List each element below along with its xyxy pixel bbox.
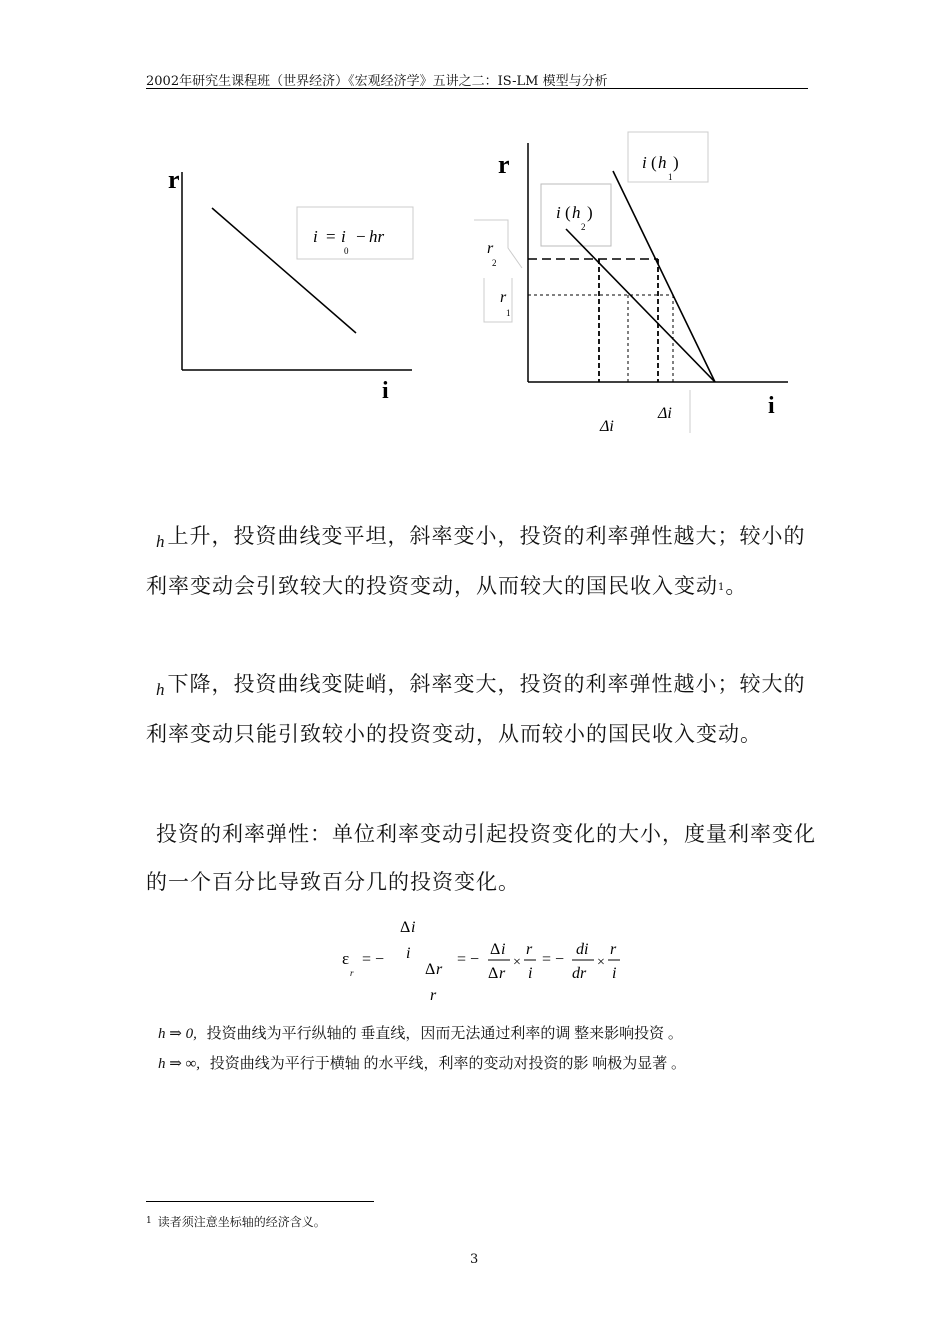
svg-text:i: i [341, 227, 346, 246]
svg-text:r: r [610, 941, 617, 958]
equation [313, 227, 385, 256]
r2-label [487, 240, 497, 268]
svg-text:i: i [406, 945, 411, 962]
footnote [146, 1213, 326, 1230]
svg-text:−: − [356, 227, 366, 246]
svg-text:di: di [576, 941, 589, 958]
svg-text:r: r [500, 289, 507, 306]
svg-text:0: 0 [344, 246, 349, 256]
svg-text:1: 1 [668, 172, 673, 182]
period: 。 [725, 574, 748, 598]
elasticity-formula [330, 910, 650, 1010]
svg-text:(: ( [651, 153, 657, 172]
note-text: 投资曲线为平行纵轴的 垂直线，因而无法通过利率的调 整来影响投资 。 [206, 1026, 683, 1042]
footnote-marker: 1 [146, 1216, 152, 1226]
y-axis-label: r [168, 165, 180, 194]
svg-text:= −: = − [362, 951, 385, 968]
svg-text:×: × [597, 955, 605, 970]
x-axis-label: i [382, 378, 389, 404]
svg-text:r: r [487, 240, 494, 257]
svg-text:i: i [556, 203, 561, 222]
paragraph-h-increase [146, 512, 816, 612]
svg-text:hr: hr [369, 227, 385, 246]
svg-text:(: ( [565, 203, 571, 222]
svg-text:r: r [526, 941, 533, 958]
header-rule [146, 88, 808, 89]
r2-label-box [474, 220, 522, 268]
paragraph-h-decrease [146, 660, 816, 758]
svg-text:i: i [313, 227, 318, 246]
curve-h2 [566, 229, 715, 382]
svg-text:h: h [658, 153, 667, 172]
svg-text:h: h [572, 203, 581, 222]
svg-text:= −: = − [542, 951, 565, 968]
r1-label [500, 289, 511, 318]
svg-text:2: 2 [581, 222, 586, 232]
svg-text:i: i [642, 153, 647, 172]
curve1-label [642, 153, 679, 182]
svg-text:r: r [436, 961, 443, 978]
svg-text:): ) [673, 153, 679, 172]
paragraph-elasticity-definition: 投资的利率弹性：单位利率变动引起投资变化的大小，度量利率变化的一个百分比导致百分几的投资变化。 [146, 822, 816, 894]
delta-i-right: Δi [658, 405, 672, 422]
svg-text:Δ: Δ [425, 961, 436, 978]
svg-text:i: i [612, 965, 617, 982]
svg-text:i: i [411, 919, 416, 936]
svg-text:×: × [513, 955, 521, 970]
note-var: h ⇒ ∞, [158, 1056, 201, 1072]
note-h-infinity [158, 1052, 686, 1073]
elasticity-comparison-figure [470, 128, 800, 440]
svg-text:1: 1 [506, 308, 511, 318]
svg-text:r: r [499, 965, 506, 982]
page-header: 2002年研究生课程班（世界经济）《宏观经济学》五讲之二：IS-LM 模型与分析 [146, 74, 608, 89]
var-h: h [156, 680, 166, 699]
svg-text:Δ: Δ [490, 941, 501, 958]
footnote-text: 读者须注意坐标轴的经济含义。 [157, 1215, 326, 1229]
svg-text:): ) [587, 203, 593, 222]
formula-lhs: ε [342, 949, 350, 968]
formula-lhs-sub: r [350, 968, 354, 978]
delta-i-left: Δi [600, 418, 614, 435]
paragraph-text: 上升，投资曲线变平坦，斜率变小，投资的利率弹性越大；较小的利率变动会引致较大的投资变动，从而较大的国民收入变动 [146, 524, 806, 598]
svg-text:=: = [326, 227, 336, 246]
investment-curve-figure [150, 150, 440, 410]
svg-text:dr: dr [572, 965, 587, 982]
svg-text:r: r [430, 987, 437, 1004]
footnote-ref: 1 [718, 582, 726, 593]
note-h-zero [158, 1022, 683, 1043]
svg-text:i: i [501, 941, 506, 958]
var-h: h [156, 532, 166, 551]
curve2-label [556, 203, 593, 232]
svg-text:= −: = − [457, 951, 480, 968]
paragraph-text: 下降，投资曲线变陡峭，斜率变大，投资的利率弹性越小；较大的利率变动只能引致较小的投资变动，从而较小的国民收入变动。 [146, 672, 806, 746]
svg-text:Δ: Δ [400, 919, 411, 936]
svg-text:Δ: Δ [488, 965, 499, 982]
y-axis-label: r [498, 150, 510, 179]
svg-text:2: 2 [492, 258, 497, 268]
footnote-rule [146, 1201, 374, 1202]
page-number: 3 [470, 1252, 479, 1267]
svg-text:i: i [528, 965, 533, 982]
note-var: h ⇒ 0, [158, 1026, 197, 1042]
note-text: 投资曲线为平行于横轴 的水平线，利率的变动对投资的影 响极为显著 。 [209, 1056, 687, 1072]
x-axis-label: i [768, 393, 775, 419]
